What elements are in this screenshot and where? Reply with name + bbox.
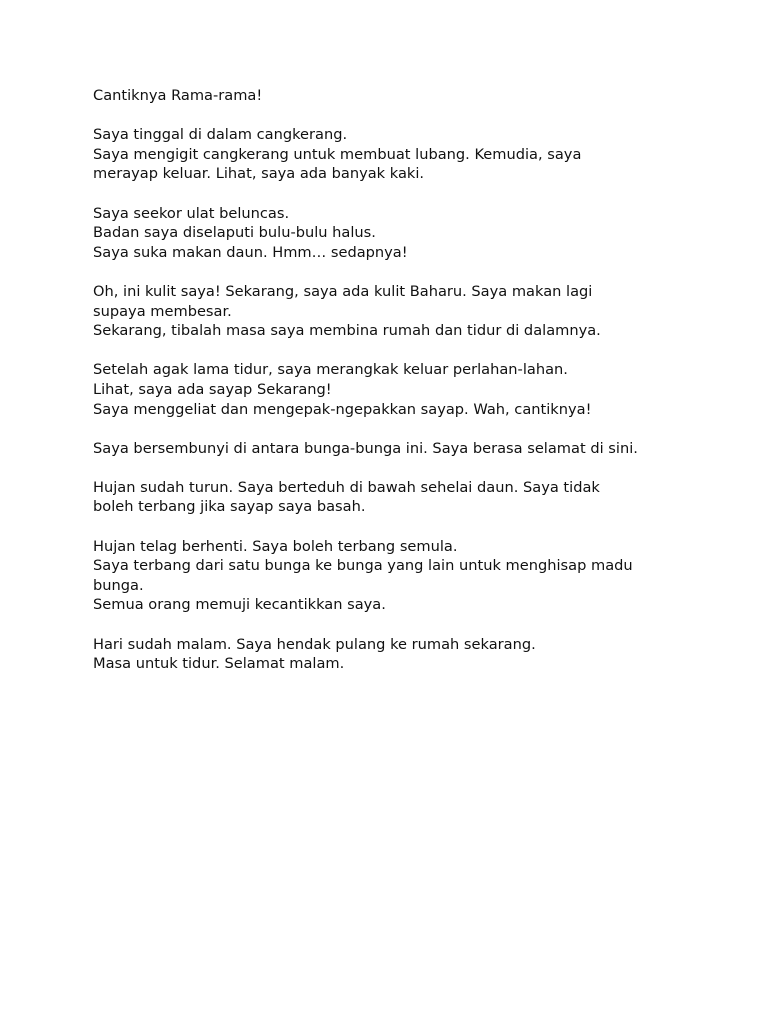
paragraph-gap [93,615,693,635]
text-line: Setelah agak lama tidur, saya merangkak keluar perlahan-lahan. [93,361,568,379]
paragraph-gap [93,184,693,204]
text-line: Hujan telag berhenti. Saya boleh terbang semula. [93,537,458,555]
text-line: Saya terbang dari satu bunga ke bunga yang lain untuk menghisap madu [93,557,633,575]
text-line: Saya suka makan daun. Hmm… sedapnya! [93,243,408,261]
text-line: Saya mengigit cangkerang untuk membuat lubang. Kemudia, saya [93,145,582,163]
paragraph-wings [93,360,693,419]
paragraph-gap [93,262,693,282]
text-line: Oh, ini kulit saya! Sekarang, saya ada kulit Baharu. Saya makan lagi [93,282,593,300]
text-line: Semua orang memuji kecantikkan saya. [93,596,386,614]
text-line: Hujan sudah turun. Saya berteduh di bawah sehelai daun. Saya tidak [93,478,600,496]
text-line: Sekarang, tibalah masa saya membina rumah dan tidur di dalamnya. [93,322,601,340]
paragraph-night [93,635,693,674]
paragraph-hiding [93,439,693,459]
paragraph-gap [93,419,693,439]
text-line: bunga. [93,576,144,594]
text-line: Saya menggeliat dan mengepak-ngepakkan sayap. Wah, cantiknya! [93,400,592,418]
paragraph-hatching [93,125,693,184]
paragraph-flying [93,537,693,615]
paragraph-gap [93,106,693,126]
paragraph-caterpillar [93,204,693,263]
text-line: Saya bersembunyi di antara bunga-bunga ini. Saya berasa selamat di sini. [93,439,638,457]
text-line: boleh terbang jika sayap saya basah. [93,498,366,516]
paragraph-gap [93,517,693,537]
paragraph-rain [93,478,693,517]
document-title: Cantiknya Rama-rama! [93,87,263,104]
text-line: merayap keluar. Lihat, saya ada banyak kaki. [93,165,425,183]
text-line: supaya membesar. [93,302,232,320]
paragraph-gap [93,458,693,478]
text-line: Masa untuk tidur. Selamat malam. [93,655,345,673]
paragraph-new-skin [93,282,693,341]
document-body [93,86,693,674]
text-line: Hari sudah malam. Saya hendak pulang ke rumah sekarang. [93,635,536,653]
text-line: Badan saya diselaputi bulu-bulu halus. [93,224,376,242]
text-line: Saya seekor ulat beluncas. [93,204,290,222]
text-line: Saya tinggal di dalam cangkerang. [93,126,348,144]
text-line: Lihat, saya ada sayap Sekarang! [93,380,332,398]
paragraph-gap [93,341,693,361]
